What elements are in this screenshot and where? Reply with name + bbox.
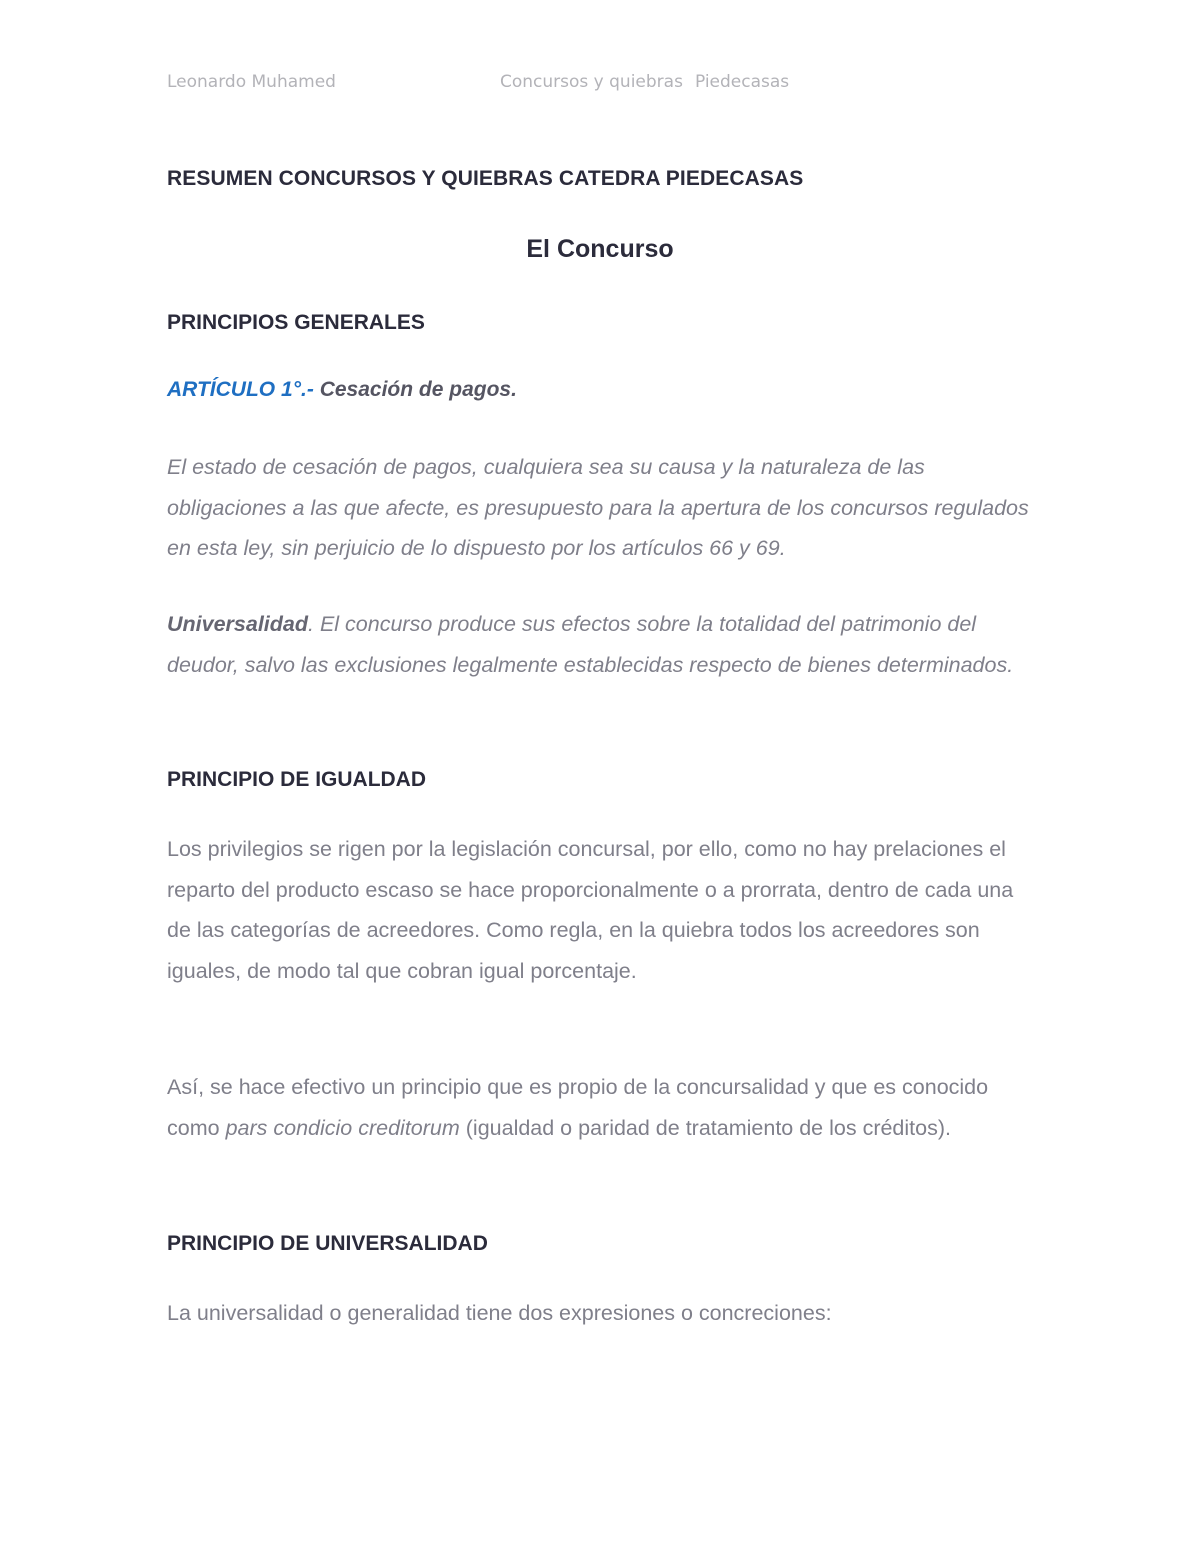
pars-condicio-before: Así, se hace efectivo un principio que es propio de la concursalidad y que es conocido como: [167, 1075, 989, 1140]
header-author: Leonardo Muhamed: [167, 72, 336, 92]
pars-condicio-after: (igualdad o paridad de tratamiento de los créditos).: [459, 1115, 951, 1140]
article-number: ARTÍCULO 1°.-: [167, 378, 314, 401]
paragraph-generalidad: La universalidad o generalidad tiene dos expresiones o concreciones:: [167, 1301, 832, 1325]
term-universalidad: Universalidad: [167, 612, 308, 636]
header-course-name: Concursos y quiebras: [500, 72, 683, 92]
paragraph-pars-condicio: [167, 1067, 1037, 1148]
chapter-title: El Concurso: [526, 235, 674, 263]
article-title: Cesación de pagos.: [319, 378, 517, 401]
section-heading-igualdad: PRINCIPIO DE IGUALDAD: [167, 768, 427, 791]
section-heading-principios-generales: PRINCIPIOS GENERALES: [167, 311, 425, 334]
document-title: RESUMEN CONCURSOS Y QUIEBRAS CATEDRA PIEDECASAS: [167, 167, 804, 190]
paragraph-universalidad: [167, 604, 1037, 685]
header-course: [500, 72, 789, 92]
section-heading-universalidad: PRINCIPIO DE UNIVERSALIDAD: [167, 1232, 488, 1255]
header-chair: Piedecasas: [694, 72, 790, 92]
paragraph-privilegios: Los privilegios se rigen por la legislación concursal, por ello, como no hay prelaciones el reparto del producto escaso se hace proporcionalmente o a prorrata, dentro de cada una de las categorías de acreedores. Como regla, en la quiebra todos los acreedores son iguales, de modo tal que cobran igual porcentaje.: [167, 837, 1014, 983]
universalidad-text: . El concurso produce sus efectos sobre la totalidad del patrimonio del deudor, salvo las exclusiones legalmente establecidas respecto de bienes determinados.: [167, 612, 1014, 677]
paragraph-cesacion-pagos: El estado de cesación de pagos, cualquiera sea su causa y la naturaleza de las obligaciones a las que afecte, es presupuesto para la apertura de los concursos regulados en esta ley, sin perjuicio de lo dispuesto por los artículos 66 y 69.: [167, 455, 1029, 560]
article-heading: [167, 378, 517, 402]
pars-condicio-term: pars condicio creditorum: [225, 1115, 460, 1140]
